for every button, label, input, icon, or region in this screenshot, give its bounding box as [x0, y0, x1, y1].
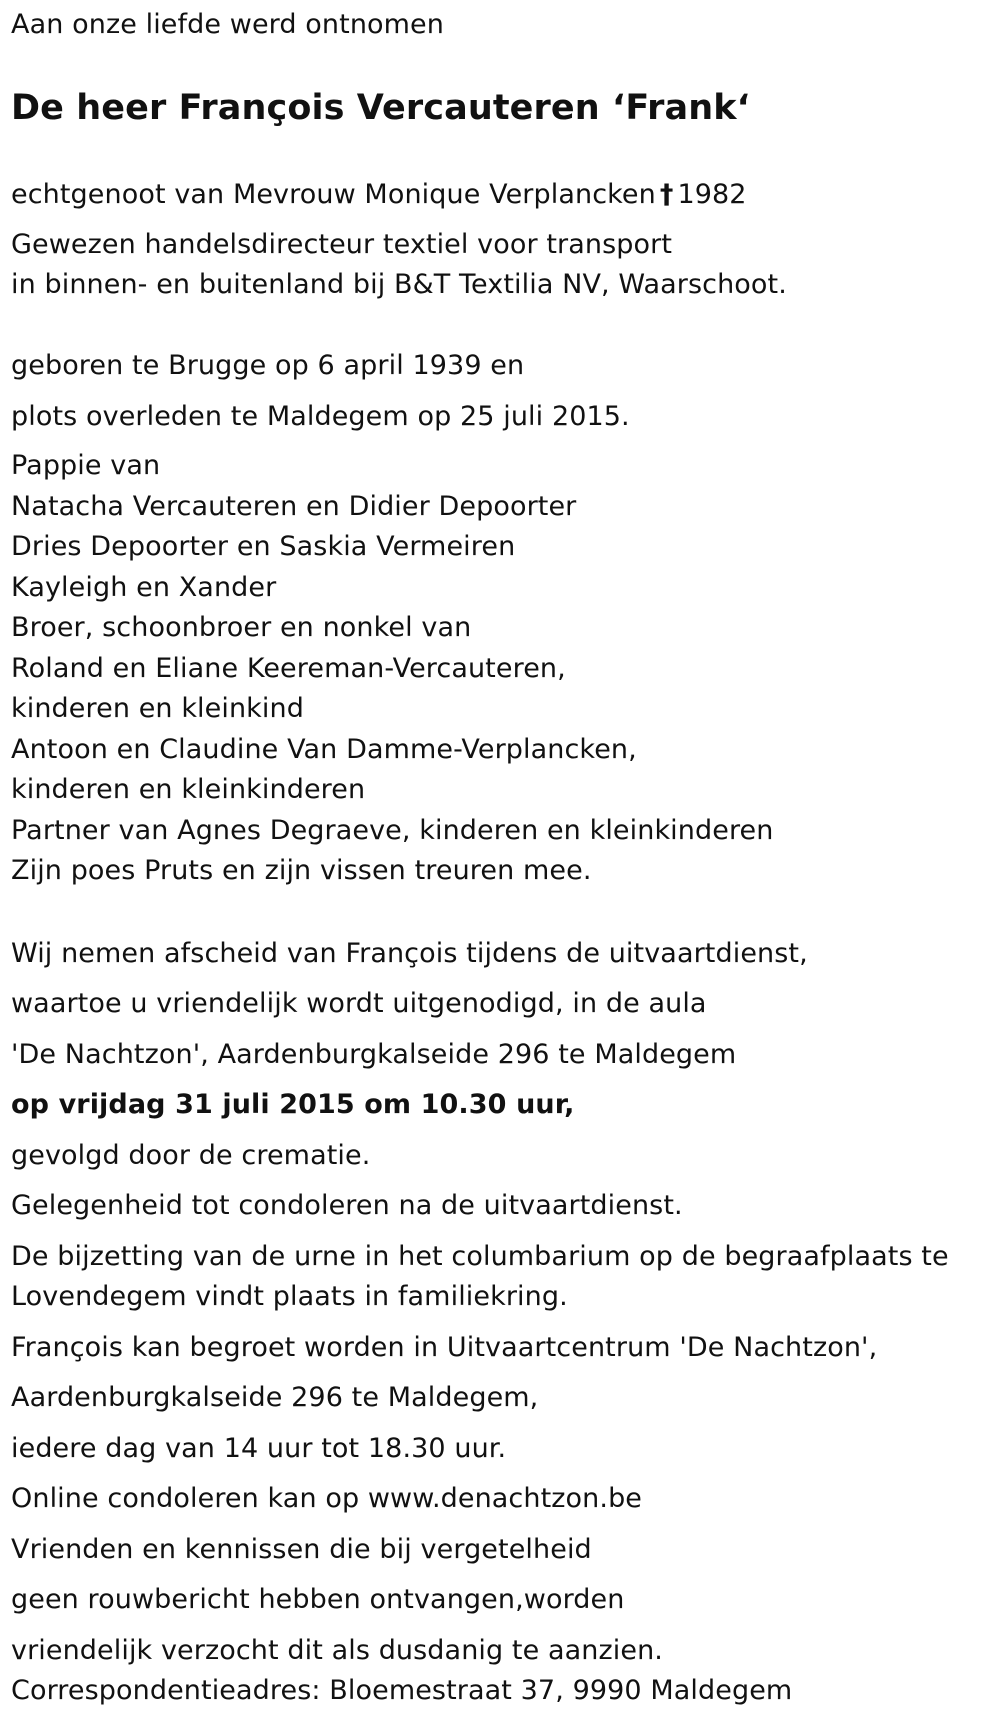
spouse-line — [11, 178, 747, 212]
detail-line: Aardenburgkalseide 296 te Maldegem, — [11, 1382, 539, 1413]
deceased-name: De heer François Vercauteren ‘Frank‘ — [11, 88, 751, 128]
family-line: kinderen en kleinkind — [11, 693, 304, 724]
cross-icon: † — [659, 179, 674, 210]
detail-line: geen rouwbericht hebben ontvangen,worden — [11, 1584, 625, 1615]
family-line: Roland en Eliane Keereman-Vercauteren, — [11, 653, 566, 684]
career-line: Gewezen handelsdirecteur textiel voor transport — [11, 229, 673, 260]
family-line: Broer, schoonbroer en nonkel van — [11, 612, 472, 643]
spouse-year: 1982 — [677, 179, 747, 210]
detail-line: François kan begroet worden in Uitvaartcentrum 'De Nachtzon', — [11, 1332, 878, 1363]
family-line: Partner van Agnes Degraeve, kinderen en kleinkinderen — [11, 815, 774, 846]
service-date-time: op vrijdag 31 juli 2015 om 10.30 uur, — [11, 1089, 575, 1120]
detail-line: Gelegenheid tot condoleren na de uitvaartdienst. — [11, 1190, 683, 1221]
detail-line: Vrienden en kennissen die bij vergetelheid — [11, 1534, 592, 1565]
detail-line: vriendelijk verzocht dit als dusdanig te aanzien. — [11, 1635, 663, 1666]
family-line: Kayleigh en Xander — [11, 572, 277, 603]
spouse-text: echtgenoot van Mevrouw Monique Verplancken — [11, 179, 656, 210]
family-line: Antoon en Claudine Van Damme-Verplancken, — [11, 734, 637, 765]
death-line: plots overleden te Maldegem op 25 juli 2015. — [11, 401, 630, 432]
correspondence-address: Correspondentieadres: Bloemestraat 37, 9990 Maldegem — [11, 1675, 793, 1706]
career-line: in binnen- en buitenland bij B&T Textilia NV, Waarschoot. — [11, 269, 787, 300]
detail-line: Online condoleren kan op www.denachtzon.be — [11, 1483, 643, 1514]
detail-line: Lovendegem vindt plaats in familiekring. — [11, 1281, 568, 1312]
intro-line: Aan onze liefde werd ontnomen — [11, 9, 444, 40]
family-line: Pappie van — [11, 450, 161, 481]
service-line: waartoe u vriendelijk wordt uitgenodigd, in de aula — [11, 988, 707, 1019]
family-line: kinderen en kleinkinderen — [11, 774, 366, 805]
family-line: Dries Depoorter en Saskia Vermeiren — [11, 531, 516, 562]
detail-line: iedere dag van 14 uur tot 18.30 uur. — [11, 1433, 507, 1464]
birth-line: geboren te Brugge op 6 april 1939 en — [11, 350, 525, 381]
service-location: 'De Nachtzon', Aardenburgkalseide 296 te Maldegem — [11, 1039, 737, 1070]
service-line: gevolgd door de crematie. — [11, 1140, 371, 1171]
family-line: Natacha Vercauteren en Didier Depoorter — [11, 491, 577, 522]
detail-line: De bijzetting van de urne in het columbarium op de begraafplaats te — [11, 1241, 949, 1272]
family-line: Zijn poes Pruts en zijn vissen treuren mee. — [11, 855, 592, 886]
service-line: Wij nemen afscheid van François tijdens de uitvaartdienst, — [11, 938, 808, 969]
